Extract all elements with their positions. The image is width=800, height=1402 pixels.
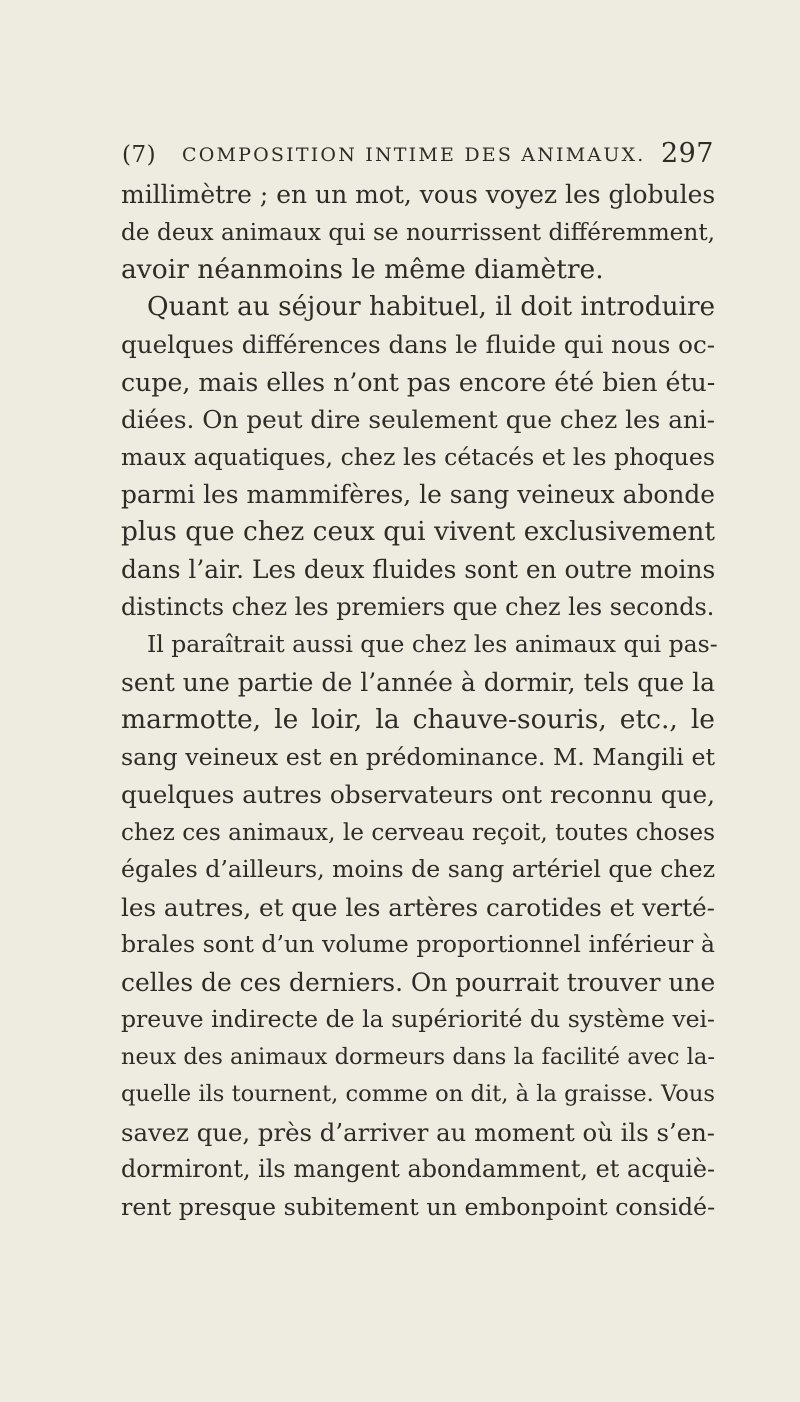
text-line: savez que, près d’arriver au moment où ils s’en- (121, 1117, 715, 1147)
text-line: égales d’ailleurs, moins de sang artériel que chez (121, 855, 715, 883)
text-line: sang veineux est en prédominance. M. Mangili et (121, 742, 715, 771)
text-line: preuve indirecte de la supériorité du système vei- (121, 1005, 715, 1033)
text-line: Quant au séjour habituel, il doit introduire (147, 291, 716, 322)
text-line: dormiront, ils mangent abondamment, et acquiè- (121, 1155, 715, 1183)
text-line: de deux animaux qui se nourrissent différemment, (121, 218, 715, 246)
text-line: quelques autres observateurs ont reconnu que, (121, 780, 715, 809)
text-line: celles de ces derniers. On pourrait trouver une (121, 967, 716, 997)
text-line: sent une partie de l’année à dormir, tels que la (121, 667, 716, 697)
text-line: les autres, et que les artères carotides et verté- (121, 892, 715, 922)
body-text (121, 176, 718, 1226)
text-line: neux des animaux dormeurs dans la facilité avec la- (121, 1043, 715, 1070)
text-line: Il paraîtrait aussi que chez les animaux qui pas- (147, 630, 718, 658)
text-line: quelques différences dans le fluide qui nous oc- (121, 330, 716, 359)
text-line: distincts chez les premiers que chez les seconds. (121, 592, 715, 621)
text-line: maux aquatiques, chez les cétacés et les phoques (121, 442, 715, 471)
signature-mark: (7) (122, 142, 157, 168)
text-line: cupe, mais elles n’ont pas encore été bien étu- (121, 367, 716, 397)
text-line: brales sont d’un volume proportionnel inférieur à (121, 930, 715, 958)
text-line: chez ces animaux, le cerveau reçoit, toutes choses (121, 818, 715, 846)
text-line: quelle ils tournent, comme on dit, à la graisse. Vous (121, 1081, 715, 1107)
text-line: avoir néanmoins le même diamètre. (121, 254, 604, 285)
page-header (122, 138, 714, 178)
text-line: dans l’air. Les deux fluides sont en outre moins (121, 555, 716, 584)
text-line: plus que chez ceux qui vivent exclusivement (121, 516, 715, 547)
text-line: parmi les mammifères, le sang veineux abonde (121, 480, 715, 509)
text-line: diées. On peut dire seulement que chez les ani- (121, 405, 715, 434)
text-line: rent presque subitement un embonpoint considé- (121, 1192, 716, 1221)
text-line: marmotte, le loir, la chauve-souris, etc., le (121, 704, 715, 735)
running-title: COMPOSITION INTIME DES ANIMAUX. (182, 144, 646, 166)
text-line: millimètre ; en un mot, vous voyez les globules (121, 180, 716, 209)
page-number: 297 (660, 138, 714, 169)
